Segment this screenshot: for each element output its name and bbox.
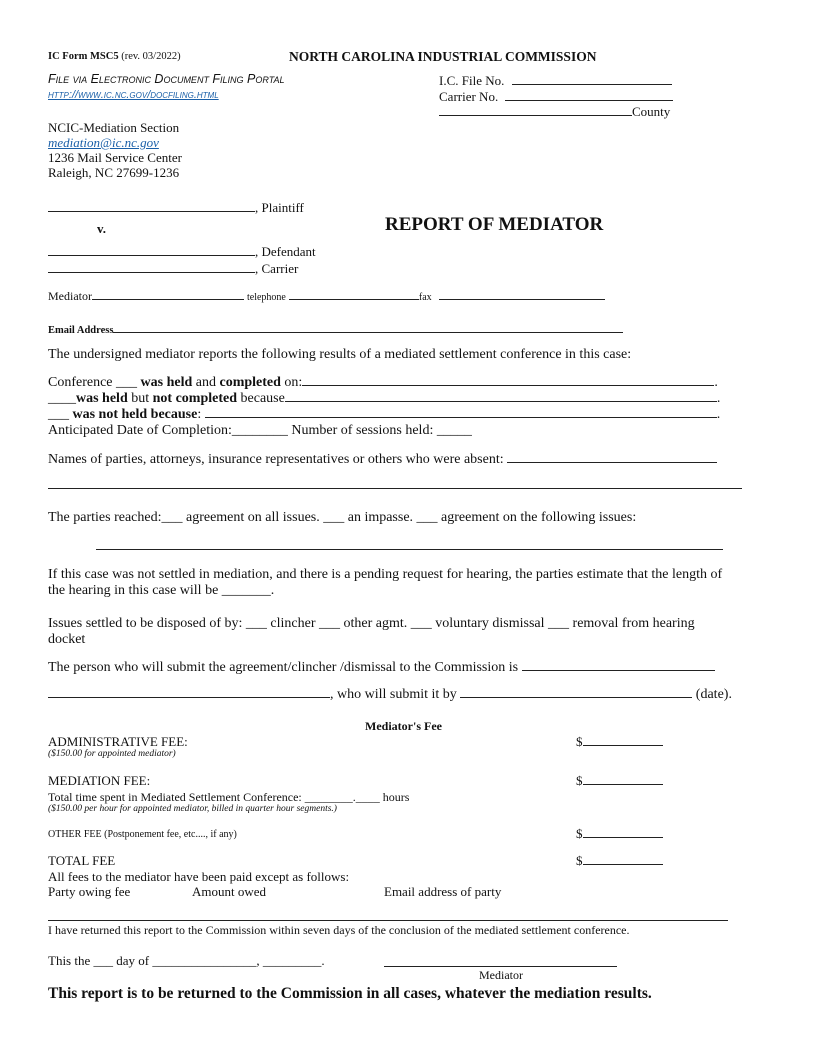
not-held-check[interactable]: ___ [48, 407, 69, 422]
reached-row: The parties reached:___ agreement on all issues. ___ an impasse. ___ agreement on the following issues: [48, 510, 637, 525]
plaintiff-label: , Plaintiff [255, 200, 304, 215]
plaintiff-row [48, 200, 304, 216]
county-field[interactable] [439, 104, 632, 116]
telephone-label: telephone [247, 292, 286, 303]
disposed-line-1: Issues settled to be disposed of by: ___ clincher ___ other agmt. ___ voluntary dismissal ___ removal from hearing [48, 616, 695, 631]
conference-held-row [48, 374, 718, 391]
telephone-field[interactable] [289, 288, 419, 300]
period-mark: . [716, 407, 721, 422]
portal-link[interactable]: http://www.ic.nc.gov/docfiling.html [48, 89, 219, 101]
anticipated-row: Anticipated Date of Completion:________ Number of sessions held: _____ [48, 423, 472, 438]
ic-file-row [439, 73, 672, 89]
fee-heading: Mediator's Fee [365, 719, 442, 733]
mediation-fee-label: MEDIATION FEE: [48, 773, 151, 788]
mediation-fee-amount [576, 773, 663, 789]
not-held-label: was not held because [72, 407, 198, 422]
not-held-reason-field[interactable] [205, 406, 717, 418]
dollar-sign: $ [576, 734, 583, 749]
other-fee-label: OTHER FEE (Postponement fee, etc...., if any) [48, 829, 237, 840]
form-id [48, 51, 181, 62]
mediation-fee-note: ($150.00 per hour for appointed mediator, billed in quarter hour segments.) [48, 804, 337, 814]
not-held-row [48, 406, 720, 423]
completed-on-field[interactable] [302, 374, 714, 386]
final-note: This report is to be returned to the Commission in all cases, whatever the mediation results. [48, 985, 652, 1002]
period-mark: . [716, 391, 721, 406]
not-completed-reason-field[interactable] [285, 390, 717, 402]
paid-note: All fees to the mediator have been paid except as follows: [48, 869, 350, 884]
ic-file-label: I.C. File No. [439, 73, 505, 88]
submit-date-row [48, 686, 732, 703]
county-row [439, 104, 670, 120]
submit-person-field[interactable] [522, 659, 715, 671]
carrier-party-label: , Carrier [255, 261, 299, 276]
mediation-email-link[interactable]: mediation@ic.nc.gov [48, 135, 159, 150]
this-the-day-row: This the ___ day of ________________, _________. [48, 953, 325, 968]
absent-row [48, 451, 717, 468]
who-will-submit-label: , who will submit it by [330, 687, 457, 702]
held-not-completed-row [48, 390, 720, 407]
total-fee-label: TOTAL FEE [48, 853, 116, 868]
because-label: because [240, 391, 285, 406]
defendant-field[interactable] [48, 244, 255, 256]
county-label: County [632, 104, 671, 119]
not-completed-label: not completed [152, 391, 238, 406]
admin-fee-field[interactable] [583, 734, 663, 746]
email-field[interactable] [113, 321, 623, 333]
carrier-no-label: Carrier No. [439, 89, 499, 104]
conference-held-check[interactable]: Conference ___ [48, 375, 138, 390]
versus-label: v. [97, 221, 107, 236]
total-fee-amount [576, 853, 663, 869]
city-address: Raleigh, NC 27699-1236 [48, 165, 180, 180]
and-label: and [195, 375, 216, 390]
form-revision: (rev. 03/2022) [121, 51, 181, 62]
disposed-line-2: docket [48, 632, 86, 647]
intro-text: The undersigned mediator reports the following results of a mediated settlement conference in this case: [48, 347, 632, 362]
admin-fee-label: ADMINISTRATIVE FEE: [48, 734, 188, 749]
email-row [48, 321, 623, 336]
agreement-issues-field[interactable] [96, 549, 723, 550]
email-label: Email Address [48, 325, 114, 336]
submit-person-row [48, 659, 715, 676]
col-email: Email address of party [384, 884, 502, 899]
mediator-signature-label: Mediator [479, 968, 523, 982]
other-fee-amount [576, 826, 663, 842]
on-label: on: [284, 375, 303, 390]
other-fee-field[interactable] [583, 826, 663, 838]
street-address: 1236 Mail Service Center [48, 150, 182, 165]
returned-statement: I have returned this report to the Commission within seven days of the conclusion of the mediated settlement conference. [48, 923, 630, 937]
carrier-no-row [439, 89, 673, 105]
total-fee-field[interactable] [583, 853, 663, 865]
not-settled-line-1: If this case was not settled in mediation, and there is a pending request for hearing, the parties estimate that the length of [48, 567, 723, 582]
defendant-row [48, 244, 316, 260]
file-via-heading: File via Electronic Document Filing Portal [48, 72, 285, 86]
admin-fee-note: ($150.00 for appointed mediator) [48, 749, 176, 759]
mediation-section: NCIC-Mediation Section [48, 120, 180, 135]
but-label: but [131, 391, 150, 406]
period-mark: . [714, 375, 718, 390]
dollar-sign: $ [576, 826, 583, 841]
date-label: (date). [695, 687, 732, 702]
report-title: REPORT OF MEDIATOR [385, 214, 604, 235]
submitter-name-field[interactable] [48, 686, 330, 698]
fax-field[interactable] [439, 288, 605, 300]
completed-label: completed [219, 375, 281, 390]
agency-title: NORTH CAROLINA INDUSTRIAL COMMISSION [289, 49, 597, 64]
dollar-sign: $ [576, 853, 583, 868]
ic-file-field[interactable] [512, 73, 672, 85]
was-held-label: was held [140, 375, 193, 390]
absent-field[interactable] [507, 451, 717, 463]
mediator-signature-field[interactable] [384, 966, 617, 967]
mediation-fee-field[interactable] [583, 773, 663, 785]
time-spent-row: Total time spent in Mediated Settlement Conference: ________.____ hours [48, 790, 410, 804]
mediator-label: Mediator [48, 289, 92, 303]
submit-date-field[interactable] [460, 686, 692, 698]
carrier-party-field[interactable] [48, 261, 255, 273]
carrier-no-field[interactable] [505, 89, 673, 101]
admin-fee-amount [576, 734, 663, 750]
held-not-completed-check[interactable]: ____ [48, 391, 76, 406]
carrier-party-row [48, 261, 298, 277]
held-label: was held [76, 391, 128, 406]
submit-person-label: The person who will submit the agreement/clincher /dismissal to the Commission is [48, 660, 519, 675]
unpaid-fees-field[interactable] [48, 920, 728, 921]
defendant-label: , Defendant [255, 244, 316, 259]
absent-field-continued[interactable] [48, 488, 742, 489]
colon-mark: : [197, 407, 202, 422]
mediator-contact-row [48, 288, 605, 304]
absent-label: Names of parties, attorneys, insurance representatives or others who were absent: [48, 452, 504, 467]
col-amount: Amount owed [192, 884, 267, 899]
fax-label: fax [418, 292, 432, 303]
form-number: IC Form MSC5 [48, 51, 119, 62]
mediator-field[interactable] [92, 288, 244, 300]
plaintiff-field[interactable] [48, 200, 255, 212]
dollar-sign: $ [576, 773, 583, 788]
not-settled-line-2: the hearing in this case will be _______. [48, 583, 275, 598]
col-party: Party owing fee [48, 884, 131, 899]
